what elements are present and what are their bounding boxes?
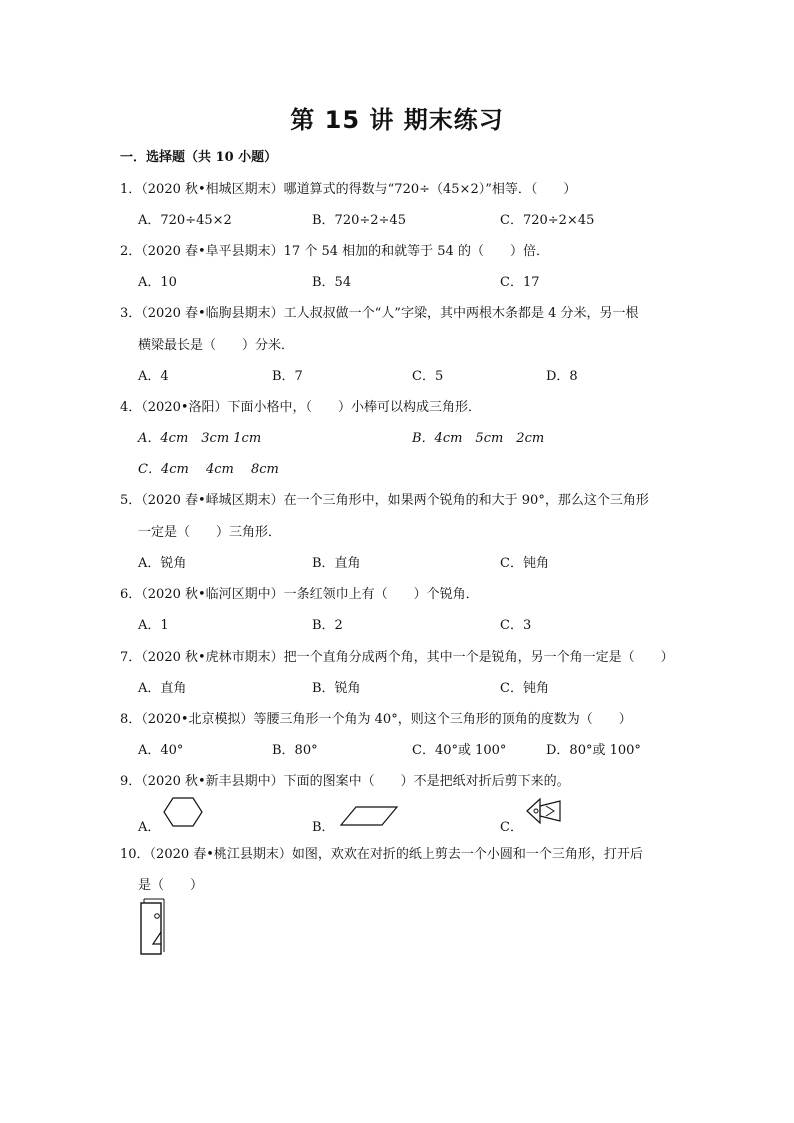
question-5-option-c: C．钝角 [500,556,549,571]
question-7-option-a: A．直角 [138,681,187,696]
question-6-option-c: C．3 [500,618,532,633]
question-3-option-b: B．7 [272,369,303,384]
question-2-option-b: B．54 [312,275,352,290]
question-1-option-a: A．720÷45×2 [138,213,232,228]
question-3-option-d: D．8 [546,369,578,384]
question-8-stem: 8．（2020•北京模拟）等腰三角形一个角为 40°，则这个三角形的顶角的度数为（ ） [120,712,632,727]
question-1-stem: 1．（2020 秋•相城区期末）哪道算式的得数与“720÷（45×2）”相等．（ ） [120,182,577,197]
question-7-stem: 7．（2020 秋•虎林市期末）把一个直角分成两个角，其中一个是锐角，另一个角一定是（ ） [120,650,674,665]
question-10-stem: 10．（2020 春•桃江县期末）如图，欢欢在对折的纸上剪去一个小圆和一个三角形，打开后 [120,847,643,862]
question-4-option-c: C．4cm 4cm 8cm [138,462,279,477]
question-3-option-a: A．4 [138,369,169,384]
question-3-option-c: C．5 [412,369,444,384]
question-7-option-b: B．锐角 [312,681,361,696]
folded-paper-figure [140,898,166,956]
fish-figure [526,797,562,825]
question-5-option-a: A．锐角 [138,556,187,571]
section-title: 一．选择题（共 10 小题） [120,150,278,165]
question-10-stem-continued: 是（ ） [138,878,204,893]
question-8-option-c: C．40°或 100° [412,743,507,758]
question-2-stem: 2．（2020 春•阜平县期末）17 个 54 相加的和就等于 54 的（ ）倍． [120,244,549,259]
question-5-stem: 5．（2020 春•峄城区期末）在一个三角形中，如果两个锐角的和大于 90°，那么这个三角形 [120,493,649,508]
question-4-option-b: B．4cm 5cm 2cm [412,431,545,446]
question-9-option-b: B． [312,820,335,835]
question-4-stem: 4．（2020•洛阳）下面小格中，（ ）小棒可以构成三角形． [120,400,482,415]
question-6-option-a: A．1 [138,618,169,633]
question-1-option-b: B．720÷2÷45 [312,213,406,228]
hexagon-figure [163,797,203,827]
question-9-option-c: C． [500,820,523,835]
question-5-stem-continued: 一定是（ ）三角形． [138,525,282,540]
parallelogram-figure [340,806,398,826]
question-6-option-b: B．2 [312,618,343,633]
question-5-option-b: B．直角 [312,556,361,571]
question-3-stem-continued: 横梁最长是（ ）分米． [138,338,295,353]
question-7-option-c: C．钝角 [500,681,549,696]
question-6-stem: 6．（2020 秋•临河区期中）一条红领巾上有（ ）个锐角． [120,587,479,602]
question-8-option-a: A．40° [138,743,184,758]
question-8-option-d: D．80°或 100° [546,743,641,758]
question-8-option-b: B．80° [272,743,318,758]
page-title: 第 15 讲 期末练习 [290,106,504,134]
question-3-stem: 3．（2020 春•临朐县期末）工人叔叔做一个“人”字梁，其中两根木条都是 4 分米，另一根 [120,306,639,321]
question-2-option-a: A．10 [138,275,177,290]
question-9-option-a: A． [138,820,161,835]
question-9-stem: 9．（2020 秋•新丰县期中）下面的图案中（ ）不是把纸对折后剪下来的。 [120,774,570,789]
question-1-option-c: C．720÷2×45 [500,213,595,228]
question-2-option-c: C．17 [500,275,540,290]
question-4-option-a: A．4cm 3cm 1cm [138,431,262,446]
